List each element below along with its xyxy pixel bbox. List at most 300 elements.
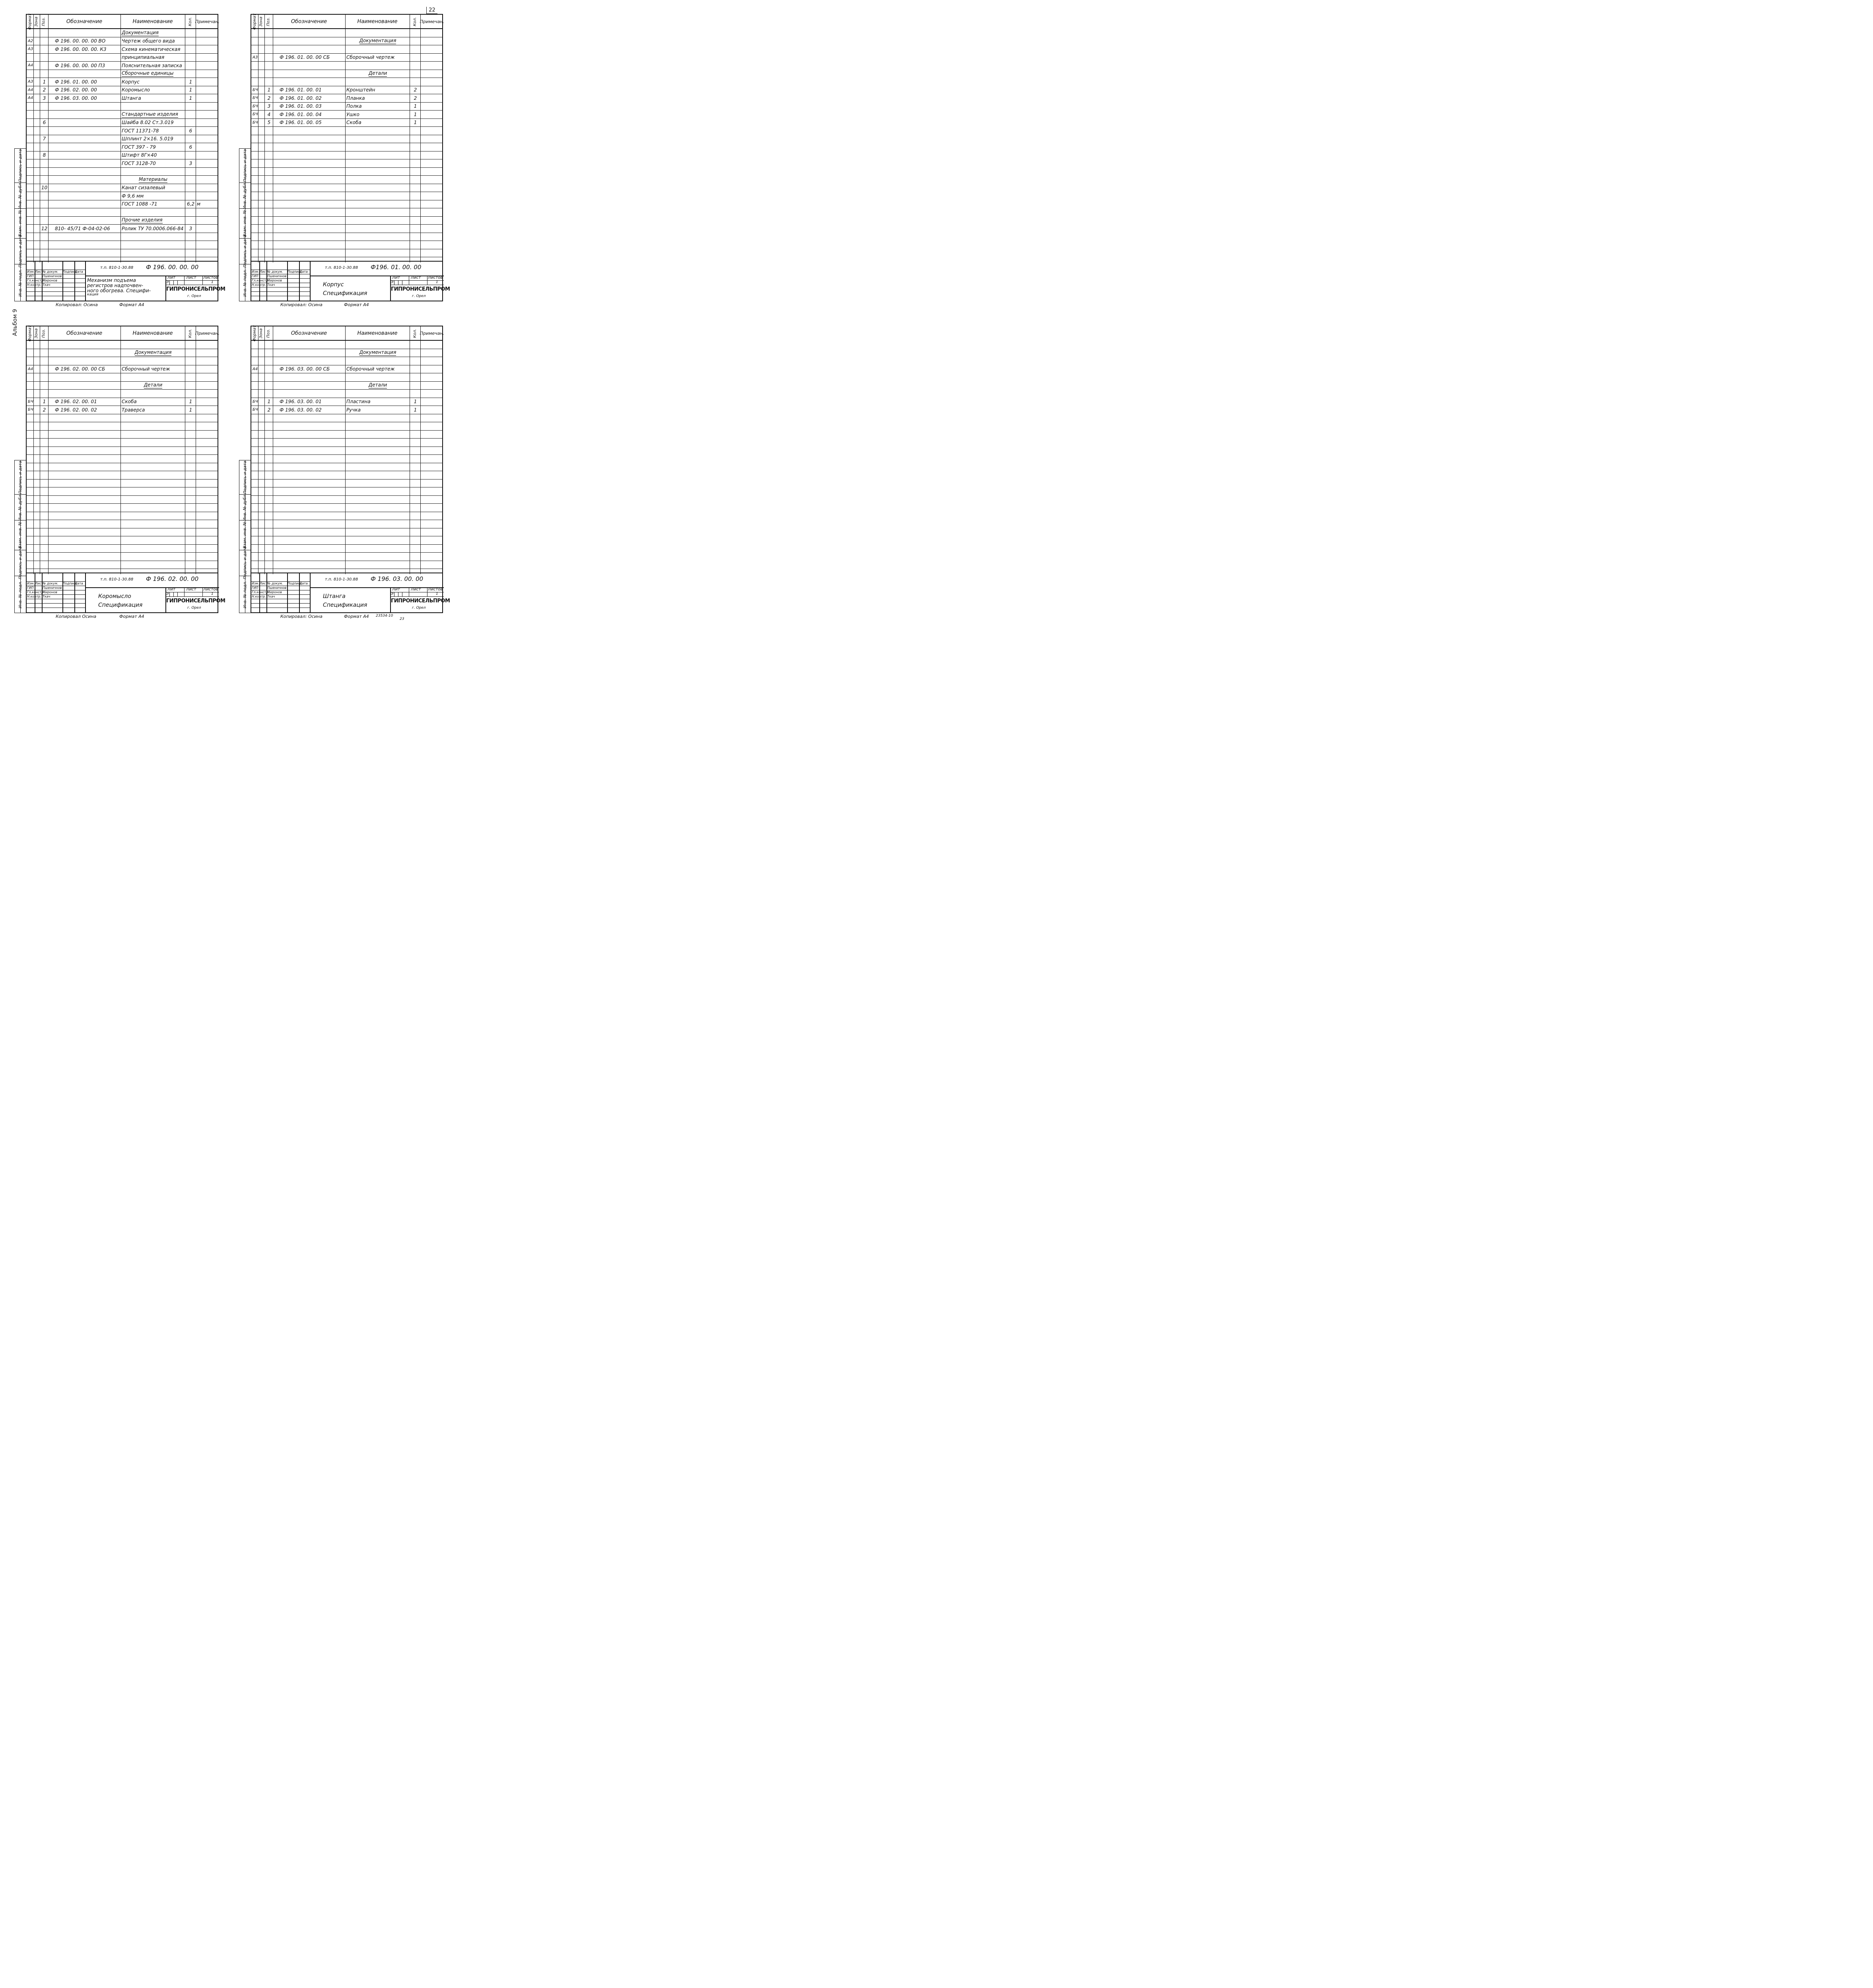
header-zone-text: Зона <box>34 16 39 27</box>
header-zone <box>33 15 40 28</box>
header-pos <box>264 326 273 340</box>
document-code: Ф196. 01. 00. 00 <box>371 264 422 271</box>
sheets-value: 1 <box>211 592 214 596</box>
title-label-sign: Подпись <box>63 270 77 274</box>
sheet-title-line: Корпус <box>323 282 344 288</box>
sheet-title-line: Коромысло <box>98 593 131 600</box>
row-designation-text: Ф 196. 03. 00. 01 <box>280 399 322 405</box>
row-designation-text: Ф 196. 03. 00. 00 СБ <box>280 366 330 372</box>
spec-frame <box>251 325 450 613</box>
sheet-title-line: Механизм подъема <box>87 278 136 283</box>
row-name-text: Ролик ТУ 70.0006.066-84 <box>122 225 184 231</box>
organization: ГИПРОНИСЕЛЬПРОМ <box>391 286 450 292</box>
sheet-title-line: Спецификация <box>323 290 367 297</box>
row-name <box>122 78 185 86</box>
row-pos <box>41 398 48 406</box>
title-role: Н.контр. <box>27 595 41 598</box>
row-qty <box>186 143 195 151</box>
spec-row <box>251 54 442 62</box>
row-name-text: Детали <box>368 382 387 388</box>
row-name <box>122 45 185 53</box>
spec-frame <box>26 325 225 613</box>
sheet-title-line: кация <box>87 293 99 297</box>
title-label-izm: Изм. <box>27 270 35 274</box>
organization: ГИПРОНИСЕЛЬПРОМ <box>391 598 450 604</box>
row-designation <box>49 225 120 233</box>
row-format-text: А4 <box>28 367 33 371</box>
title-grid-line <box>74 262 75 301</box>
title-label-sheets: Листов <box>428 276 443 280</box>
title-grid-line <box>202 276 203 285</box>
row-qty-text: 1 <box>414 399 417 405</box>
row-pos <box>41 406 48 414</box>
row-pos <box>266 103 272 111</box>
row-format <box>28 365 33 373</box>
spec-row <box>251 168 442 176</box>
stub-label-text: Подпись и дата <box>243 149 247 182</box>
title-role: Н.контр. <box>252 595 266 598</box>
row-pos-text: 2 <box>43 407 46 413</box>
spec-row <box>251 439 442 447</box>
stub-label-text: Инв. № подл. <box>243 581 247 608</box>
spec-row <box>27 94 218 103</box>
stub-label-text: Взам. инв. № <box>243 210 247 237</box>
title-block <box>27 573 225 612</box>
header-designation-text: Обозначение <box>291 330 327 336</box>
spec-row <box>27 357 218 365</box>
sheet-title-line: Спецификация <box>323 602 367 608</box>
title-grid-line <box>310 587 444 588</box>
row-name <box>346 54 409 62</box>
title-name: Ткач <box>43 595 51 598</box>
row-format-text: А3 <box>28 47 33 52</box>
title-label-date: Дата <box>299 270 308 274</box>
spec-row <box>27 536 218 545</box>
spec-row <box>27 520 218 528</box>
spec-row <box>27 471 218 480</box>
stub-separator <box>15 208 26 209</box>
archive-code: 23534-10 <box>376 614 393 618</box>
header-note-text: Примечан. <box>420 19 445 24</box>
row-pos-text: 2 <box>267 95 271 101</box>
stub-label <box>239 460 251 494</box>
spec-row <box>27 504 218 512</box>
spec-row <box>251 487 442 496</box>
spec-row <box>251 70 442 78</box>
row-name <box>122 54 185 62</box>
row-name-text: Сборочный чертеж <box>346 54 395 60</box>
row-qty <box>186 406 195 414</box>
spec-row <box>251 225 442 233</box>
header-name-text: Наименование <box>132 18 173 25</box>
spec-row <box>27 241 218 249</box>
spec-row <box>27 373 218 382</box>
title-role: Н.контр. <box>252 283 266 287</box>
row-name-text: Шайба 8.02 Ст.3.019 <box>122 120 174 126</box>
row-name-text: принципиальная <box>122 54 165 60</box>
title-grid-line <box>299 573 300 613</box>
spec-row <box>251 233 442 241</box>
spec-row <box>251 561 442 569</box>
title-name: Ткач <box>267 595 275 598</box>
row-format <box>28 37 33 45</box>
row-note <box>197 200 219 208</box>
row-designation <box>274 398 345 406</box>
row-pos-text: 1 <box>43 79 46 85</box>
row-name <box>122 176 185 184</box>
row-qty <box>186 398 195 406</box>
title-grid-line <box>177 592 178 596</box>
title-label-lit: Лит <box>392 587 400 592</box>
row-format <box>28 398 33 406</box>
stub-label <box>239 208 251 238</box>
stub-label <box>15 494 26 520</box>
row-designation <box>49 37 120 45</box>
row-name-text: Ушко <box>346 111 359 117</box>
header-format-text: Формат <box>28 13 33 30</box>
spec-row <box>27 561 218 569</box>
title-grid-line <box>184 587 185 596</box>
row-pos-text: 3 <box>43 95 46 101</box>
stub-label <box>239 235 251 268</box>
row-designation-text: Ф 196. 01. 00. 04 <box>280 111 322 117</box>
spec-row <box>251 62 442 70</box>
lit-value: Э <box>391 592 394 596</box>
spec-row <box>27 176 218 184</box>
stub-label-text: Подпись и дата <box>18 461 23 494</box>
row-name-text: Сборочный чертеж <box>122 366 170 372</box>
spec-row <box>251 520 442 528</box>
title-grid-line <box>62 573 63 613</box>
title-label-sign: Подпись <box>288 270 302 274</box>
title-role: ГИП <box>252 586 258 590</box>
header-designation <box>48 326 120 340</box>
spec-row <box>27 422 218 431</box>
row-name-text: Ф 9,6 мм <box>122 193 144 199</box>
row-pos <box>41 151 48 159</box>
row-designation <box>274 54 345 62</box>
stub-label <box>15 460 26 494</box>
title-role: Гл.констр. <box>252 279 269 282</box>
row-designation-text: Ф 196. 00. 00. 00 ВО <box>55 38 106 44</box>
sheets-value: 1 <box>436 592 438 596</box>
row-qty <box>186 225 195 233</box>
header-note-text: Примечан. <box>195 19 220 24</box>
row-designation-text: Ф 196. 03. 00. 00 <box>55 95 97 101</box>
row-name <box>122 86 185 94</box>
row-name-text: Пластина <box>346 399 371 405</box>
stub-separator <box>15 182 26 183</box>
spec-frame <box>251 13 450 301</box>
spec-row <box>251 480 442 488</box>
row-designation-text: Ф 196. 00. 00. 00. К3 <box>55 46 107 52</box>
row-name <box>122 62 185 70</box>
project-code: т.п. 810-1-30.88 <box>100 577 134 582</box>
spec-row <box>251 127 442 135</box>
spec-row <box>251 94 442 103</box>
row-name-text: Чертеж общего вида <box>122 38 175 44</box>
stub-label <box>15 576 26 613</box>
spec-row <box>27 439 218 447</box>
title-label-sheets: Листов <box>203 276 218 280</box>
row-format <box>28 62 33 70</box>
title-grid-line <box>85 573 86 613</box>
spec-row <box>27 168 218 176</box>
stub-label-text: Инв. № подл. <box>243 269 247 297</box>
row-name-text: Сборочные единицы <box>122 70 174 76</box>
project-code: т.п. 810-1-30.88 <box>100 266 134 270</box>
row-designation-text: Ф 196. 01. 00. 00 СБ <box>280 54 330 60</box>
stub-label-text: Подпись и дата <box>243 235 247 268</box>
row-pos <box>41 86 48 94</box>
title-role: Гл.констр. <box>27 590 45 594</box>
sheet-title-line: Штанга <box>323 593 346 600</box>
stub-label-text: Инв. № дубл. <box>243 182 247 209</box>
header-zone <box>258 15 264 28</box>
header-designation-text: Обозначение <box>66 330 103 336</box>
format-caption: Формат А4 <box>119 614 144 619</box>
copied-by: Копировал: Осина <box>56 302 98 307</box>
spec-row <box>251 463 442 472</box>
title-grid-line <box>177 280 178 285</box>
spec-row <box>27 398 218 406</box>
row-qty-text: 6 <box>189 144 192 150</box>
title-grid-line <box>62 262 63 301</box>
title-name: Миронов <box>267 279 282 282</box>
row-name-text: ГОСТ 11371-78 <box>122 128 159 134</box>
title-name: Пшеничнов <box>43 274 62 278</box>
header-pos-text: Поз. <box>266 17 271 26</box>
album-label: Альбом 9 <box>12 309 18 336</box>
header-format-text: Формат <box>28 325 33 342</box>
row-pos-text: 1 <box>43 399 46 405</box>
title-label-list: Лист <box>260 582 268 585</box>
title-label-sheet: Лист <box>411 276 421 280</box>
header-name-text: Наименование <box>357 330 398 336</box>
stub-label-text: Подпись и дата <box>18 149 23 182</box>
row-qty <box>411 119 420 127</box>
row-name <box>122 111 185 118</box>
stub-separator <box>15 238 26 239</box>
spec-header <box>27 15 218 29</box>
project-code: т.п. 810-1-30.88 <box>325 577 358 582</box>
row-format-text: БЧ <box>253 96 258 101</box>
row-designation <box>49 398 120 406</box>
title-label-date: Дата <box>299 582 308 585</box>
header-pos <box>40 326 48 340</box>
row-name-text: Скоба <box>346 120 361 126</box>
row-format <box>253 86 258 94</box>
title-role: ГИП <box>252 274 258 278</box>
inventory-stub <box>14 460 26 613</box>
spec-row <box>27 78 218 86</box>
row-designation <box>274 111 345 118</box>
spec-row <box>251 398 442 406</box>
row-name-text: Скоба <box>122 399 137 405</box>
stub-label-text: Взам. инв. № <box>18 210 23 237</box>
spec-row <box>251 422 442 431</box>
row-name <box>346 349 409 357</box>
sheet-title-line: Спецификация <box>98 602 143 608</box>
spec-row <box>251 208 442 217</box>
spec-row <box>251 365 442 374</box>
spec-row <box>27 29 218 37</box>
row-designation <box>274 365 345 373</box>
row-pos-text: 5 <box>267 120 271 126</box>
header-designation <box>273 326 345 340</box>
stub-separator <box>239 238 251 239</box>
header-zone <box>258 326 264 340</box>
row-pos <box>41 119 48 127</box>
title-label-izm: Изм. <box>27 582 35 585</box>
sheet-title-line: ного обогрева. Специфи- <box>87 288 151 293</box>
spec-row <box>27 553 218 561</box>
header-name-text: Наименование <box>132 330 173 336</box>
spec-sheet-s3 <box>0 312 225 623</box>
city: г. Орел <box>187 294 201 298</box>
spec-row <box>27 111 218 119</box>
spec-row <box>251 382 442 390</box>
spec-row <box>251 143 442 151</box>
row-name <box>122 406 185 414</box>
row-qty <box>411 406 420 414</box>
row-pos <box>266 94 272 102</box>
spec-row <box>27 431 218 439</box>
row-pos <box>41 225 48 233</box>
header-designation <box>273 15 345 28</box>
header-qty <box>185 326 196 340</box>
header-name-text: Наименование <box>357 18 398 25</box>
row-name <box>122 365 185 373</box>
row-name <box>122 398 185 406</box>
spec-row <box>27 200 218 209</box>
header-designation-text: Обозначение <box>291 18 327 25</box>
row-qty <box>186 78 195 86</box>
row-pos <box>266 398 272 406</box>
row-designation-text: Ф 196. 02. 00. 00 СБ <box>55 366 105 372</box>
header-designation-text: Обозначение <box>66 18 103 25</box>
inventory-stub <box>14 148 26 301</box>
spec-row <box>251 135 442 144</box>
spec-row <box>27 217 218 225</box>
row-pos <box>266 119 272 127</box>
lit-value: Э <box>166 280 169 284</box>
header-qty-text: Кол. <box>188 328 192 338</box>
spec-row <box>251 103 442 111</box>
stub-label-text: Инв. № подл. <box>18 581 23 608</box>
row-name <box>122 159 185 167</box>
spec-row <box>251 45 442 54</box>
row-name-text: Канат сизалевый <box>122 185 165 191</box>
row-pos-text: 2 <box>43 87 46 93</box>
spec-row <box>251 192 442 200</box>
row-pos-text: 8 <box>43 152 46 158</box>
row-name-text: Детали <box>368 70 387 76</box>
title-grid-line <box>173 592 174 596</box>
spec-row <box>251 496 442 504</box>
stub-label <box>239 546 251 579</box>
spec-row <box>251 29 442 37</box>
row-name-text: Шплинт 2×16. 5.019 <box>122 136 173 142</box>
spec-row <box>27 545 218 553</box>
spec-row <box>251 349 442 357</box>
organization: ГИПРОНИСЕЛЬПРОМ <box>166 286 225 292</box>
stub-label-text: Подпись и дата <box>18 546 23 579</box>
title-grid-line <box>390 596 444 597</box>
header-qty-text: Кол. <box>412 328 417 338</box>
row-designation-text: Ф 196. 02. 00. 01 <box>55 399 97 405</box>
spec-row <box>251 512 442 520</box>
spec-header <box>27 326 218 341</box>
row-name-text: Прочие изделия <box>122 217 163 223</box>
row-format-text: А3 <box>253 55 258 60</box>
spec-row <box>251 249 442 258</box>
spec-row <box>27 143 218 151</box>
stub-separator <box>239 208 251 209</box>
row-pos <box>41 94 48 102</box>
header-pos-text: Поз. <box>266 328 271 338</box>
row-qty <box>186 94 195 102</box>
title-name: Ткач <box>267 283 275 287</box>
stub-label <box>15 546 26 579</box>
row-designation-text: Ф 196. 01. 00. 00 <box>55 79 97 85</box>
title-grid-line <box>287 262 288 301</box>
row-name-text: Материалы <box>139 176 167 182</box>
row-name-text: Схема кинематическая <box>122 46 181 52</box>
row-designation <box>274 406 345 414</box>
copied-by: Копировал: Осина <box>280 614 323 619</box>
row-qty <box>411 103 420 111</box>
title-label-sheet: Лист <box>186 587 196 592</box>
document-code: Ф 196. 02. 00. 00 <box>146 575 199 582</box>
row-name-text: Планка <box>346 95 365 101</box>
row-designation-text: Ф 196. 02. 00. 02 <box>55 407 97 413</box>
stub-label-text: Подпись и дата <box>243 546 247 579</box>
header-designation <box>48 15 120 28</box>
row-format-text: БЧ <box>253 104 258 109</box>
row-qty-text: 3 <box>189 225 192 231</box>
row-note-text: м <box>197 201 201 207</box>
spec-row <box>27 119 218 127</box>
spec-row <box>251 357 442 365</box>
spec-row <box>27 54 218 62</box>
title-label-doc: № докум. <box>267 270 283 274</box>
row-format-text: А4 <box>28 96 33 101</box>
title-grid-line <box>173 280 174 285</box>
row-format-text: А4 <box>253 367 258 371</box>
document-code: Ф 196. 00. 00. 00 <box>146 264 199 271</box>
row-name <box>122 225 185 233</box>
header-note <box>420 326 444 340</box>
row-designation <box>274 119 345 127</box>
spec-row <box>27 349 218 357</box>
spec-row <box>251 373 442 382</box>
row-name <box>346 406 409 414</box>
title-label-izm: Изм. <box>252 270 259 274</box>
row-qty <box>186 127 195 135</box>
stub-label <box>15 520 26 550</box>
spec-row <box>27 390 218 398</box>
spec-row <box>27 512 218 520</box>
row-qty-text: 3 <box>189 160 192 166</box>
title-role: ГИП <box>27 586 34 590</box>
row-name <box>122 127 185 135</box>
row-format <box>253 111 258 118</box>
row-format <box>253 119 258 127</box>
spec-row <box>251 341 442 349</box>
title-label-doc: № докум. <box>267 582 283 585</box>
stub-label <box>15 235 26 268</box>
